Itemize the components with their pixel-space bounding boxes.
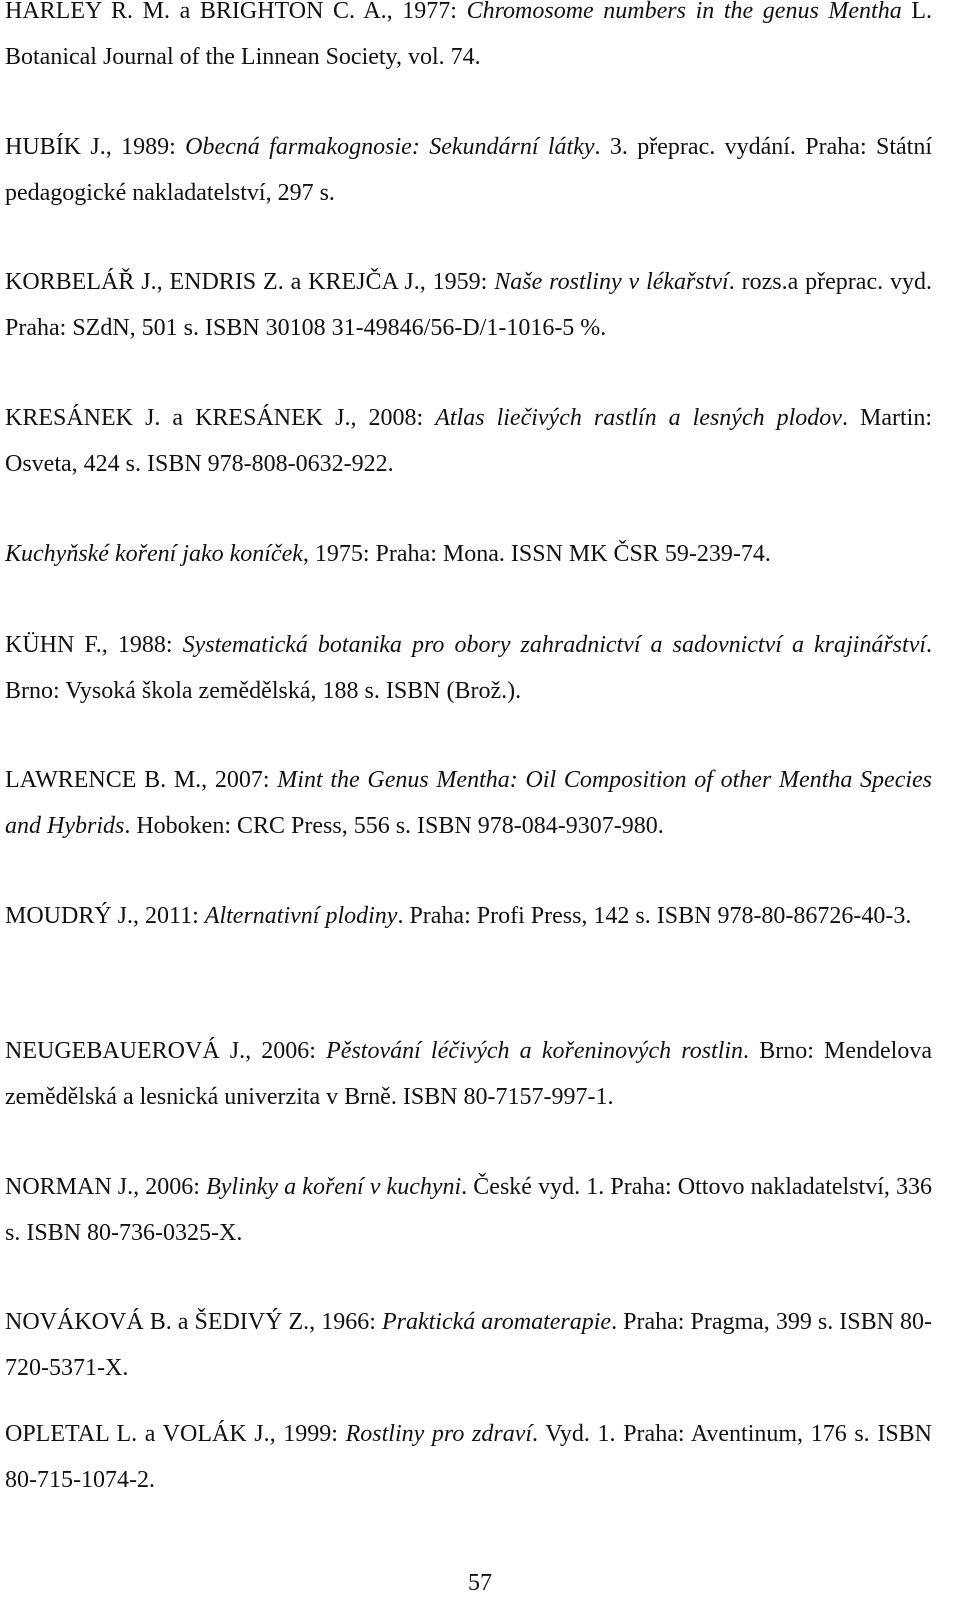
- reference-entry-neugebauerova: [5, 1028, 932, 1120]
- page-number: 57: [468, 1570, 492, 1596]
- reference-details: . Vyd. 1. Praha: Aventinum, 176 s. ISBN 80-715-1074-2.: [5, 1421, 933, 1493]
- reference-details: , 1975: Praha: Mona. ISSN MK ČSR 59-239-74.: [302, 541, 771, 567]
- reference-authors: HUBÍK J., 1989:: [5, 134, 186, 160]
- reference-authors: MOUDRÝ J., 2011:: [5, 903, 205, 929]
- reference-title: Atlas liečivých rastlín a lesných plodov: [435, 405, 842, 431]
- reference-title: Mint the Genus Mentha: Oil Composition of other Mentha Species and Hybrids: [5, 767, 933, 839]
- reference-title: Rostliny pro zdraví: [345, 1421, 533, 1447]
- reference-entry-hubik: [5, 124, 932, 216]
- reference-entry-korbelar: [5, 259, 932, 351]
- reference-details: . 3. přeprac. vydání. Praha: Státní pedagogické nakladatelství, 297 s.: [5, 134, 933, 206]
- reference-title: Systematická botanika pro obory zahradnictví a sadovnictví a krajinářství: [182, 632, 927, 658]
- reference-authors: KRESÁNEK J. a KRESÁNEK J., 2008:: [5, 405, 436, 431]
- reference-authors: NORMAN J., 2006:: [5, 1174, 207, 1200]
- reference-authors: KORBELÁŘ J., ENDRIS Z. a KREJČA J., 1959:: [5, 269, 495, 295]
- reference-authors: KÜHN F., 1988:: [5, 632, 183, 658]
- reference-authors: HARLEY R. M. a BRIGHTON C. A., 1977:: [5, 0, 467, 24]
- reference-title: Chromosome numbers in the genus Mentha: [466, 0, 902, 24]
- reference-title: Naše rostliny v lékařství: [494, 269, 729, 295]
- reference-title: Praktická aromaterapie: [381, 1309, 612, 1335]
- reference-details: . Praha: Profi Press, 142 s. ISBN 978-80-86726-40-3.: [397, 903, 912, 929]
- reference-entry-novakova: [5, 1299, 932, 1391]
- reference-details: . rozs.a přeprac. vyd. Praha: SZdN, 501 s. ISBN 30108 31-49846/56-D/1-1016-5 %.: [5, 269, 933, 341]
- reference-title: Obecná farmakognosie: Sekundární látky: [185, 134, 595, 160]
- reference-entry-kuhn: [5, 622, 932, 714]
- reference-authors: OPLETAL L. a VOLÁK J., 1999:: [5, 1421, 346, 1447]
- reference-entry-kuchynske-koreni: [5, 531, 932, 577]
- reference-title: Pěstování léčivých a kořeninových rostlin: [326, 1038, 744, 1064]
- reference-authors: NEUGEBAUEROVÁ J., 2006:: [5, 1038, 327, 1064]
- reference-title: Kuchyňské koření jako koníček: [5, 541, 303, 567]
- reference-details: . České vyd. 1. Praha: Ottovo nakladatelství, 336 s. ISBN 80-736-0325-X.: [5, 1174, 933, 1246]
- reference-entry-kresanek: [5, 395, 932, 487]
- reference-entry-opletal: [5, 1411, 932, 1503]
- reference-details: L. Botanical Journal of the Linnean Society, vol. 74.: [5, 0, 932, 70]
- reference-title: Bylinky a koření v kuchyni: [206, 1174, 462, 1200]
- reference-authors: LAWRENCE B. M., 2007:: [5, 767, 278, 793]
- reference-details: . Praha: Pragma, 399 s. ISBN 80-720-5371-X.: [5, 1309, 933, 1381]
- reference-details: . Brno: Vysoká škola zemědělská, 188 s. ISBN (Brož.).: [5, 632, 933, 704]
- reference-entry-norman: [5, 1164, 932, 1256]
- reference-entry-harley: [5, 0, 932, 80]
- reference-details: . Hoboken: CRC Press, 556 s. ISBN 978-084-9307-980.: [124, 813, 664, 839]
- reference-authors: NOVÁKOVÁ B. a ŠEDIVÝ Z., 1966:: [5, 1309, 382, 1335]
- reference-entry-lawrence: [5, 757, 932, 849]
- reference-details: . Brno: Mendelova zemědělská a lesnická univerzita v Brně. ISBN 80-7157-997-1.: [5, 1038, 932, 1110]
- document-page: [5, 0, 932, 1610]
- reference-title: Alternativní plodiny: [204, 903, 398, 929]
- reference-entry-moudry: [5, 893, 932, 939]
- reference-details: . Martin: Osveta, 424 s. ISBN 978-808-0632-922.: [5, 405, 932, 477]
